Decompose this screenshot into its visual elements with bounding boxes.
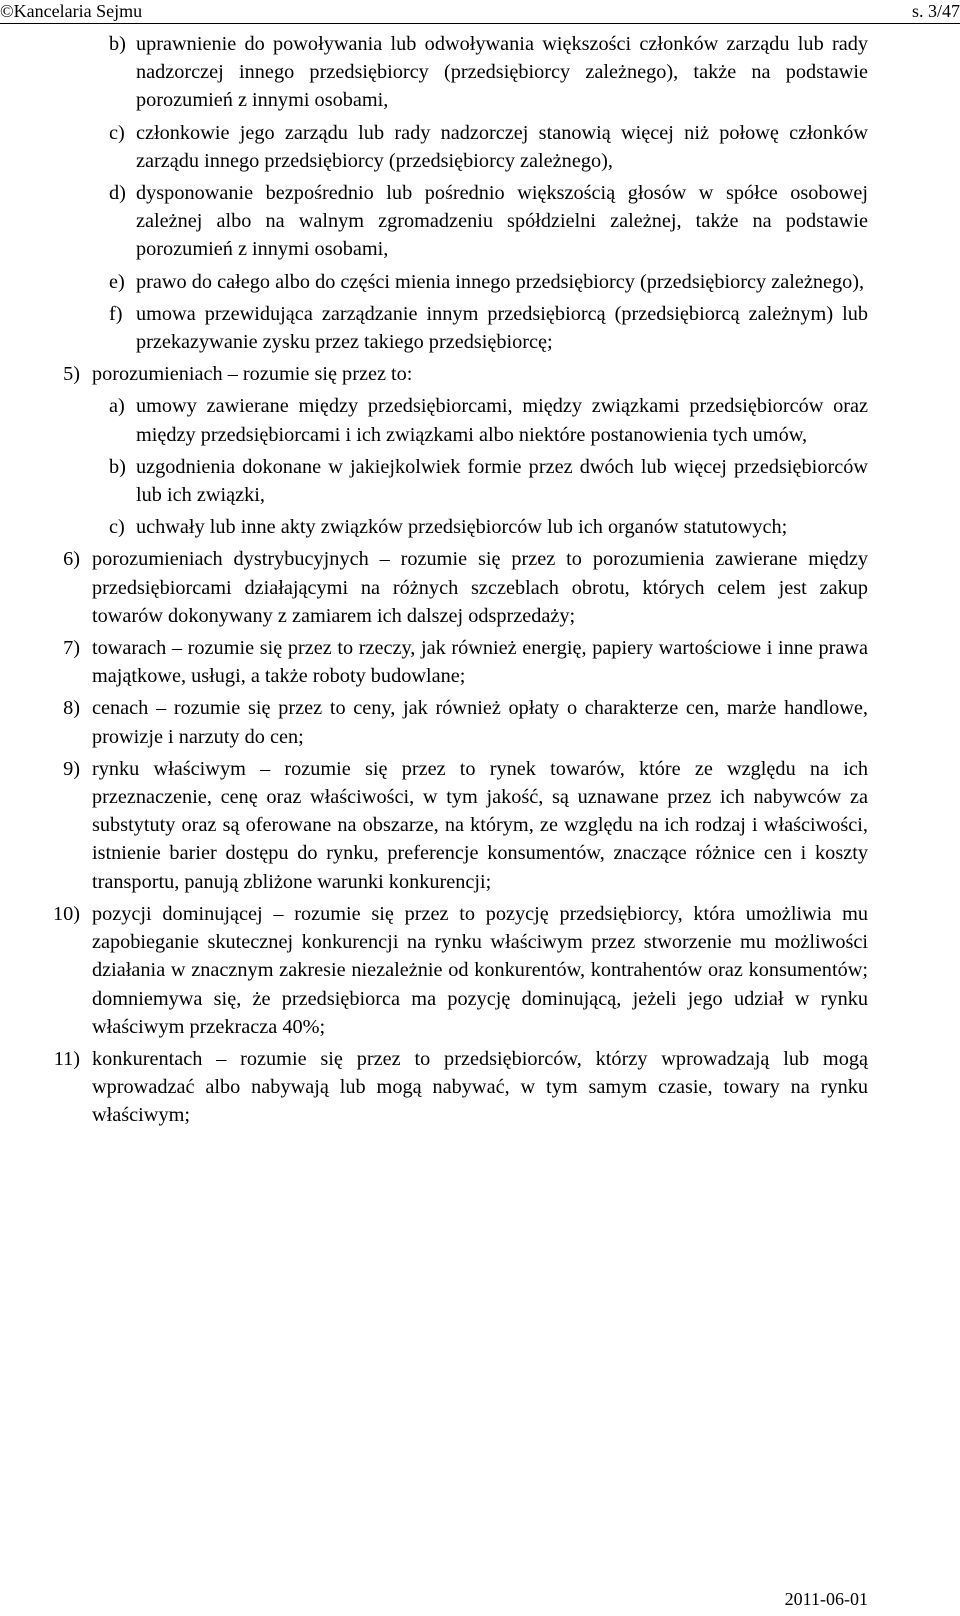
item-label: 11): [53, 1047, 80, 1070]
list-item-6: [0, 545, 960, 630]
list-item-9: [0, 755, 960, 896]
list-item-d: [0, 179, 960, 264]
list-item-f: [0, 300, 960, 356]
document-body: [0, 30, 960, 1130]
item-label: c): [109, 516, 125, 539]
list-item-8: [0, 694, 960, 750]
list-item-e: [0, 268, 960, 296]
header-divider: [0, 23, 960, 24]
header-page-number: s. 3/47: [911, 1, 960, 21]
item-text: uprawnienie do powoływania lub odwoływania większości członków zarządu lub rady nadzorczej innego przedsiębiorcy (przedsiębiorcy zależnego), także na podstawie porozumień z innymi osobami,: [136, 33, 868, 112]
list-item-5: [0, 360, 960, 388]
item-label: c): [109, 121, 125, 144]
item-text: towarach – rozumie się przez to rzeczy, jak również energię, papiery wartościowe i inne prawa majątkowe, usługi, a także roboty budowlane;: [92, 637, 868, 688]
list-item-c: [0, 513, 960, 541]
footer-date: 2011-06-01: [784, 1589, 868, 1609]
item-text: dysponowanie bezpośrednio lub pośrednio większością głosów w spółce osobowej zależnej albo na walnym zgromadzeniu spółdzielni zależnej, także na podstawie porozumień z innymi osobami,: [136, 182, 868, 261]
item-text: porozumieniach – rozumie się przez to:: [92, 363, 413, 386]
item-text: cenach – rozumie się przez to ceny, jak również opłaty o charakterze cen, marże handlowe, prowizje i narzuty do cen;: [92, 697, 868, 748]
item-label: 9): [63, 757, 80, 780]
list-item-11: [0, 1045, 960, 1130]
list-item-b: [0, 30, 960, 115]
list-item-10: [0, 900, 960, 1041]
item-label: a): [109, 395, 125, 418]
item-label: b): [109, 455, 126, 478]
list-item-7: [0, 634, 960, 690]
header-source: ©Kancelaria Sejmu: [0, 1, 143, 21]
item-label: f): [109, 302, 123, 325]
item-label: e): [109, 270, 125, 293]
item-text: pozycji dominującej – rozumie się przez to pozycję przedsiębiorcy, która umożliwia mu zapobieganie skutecznej konkurencji na rynku właściwym przez stworzenie mu możliwości działania w znacznym zakresie niezależnie od konkurentów, kontrahentów oraz konsumentów; domniemywa się, że przedsiębiorca ma pozycję dominującą, jeżeli jego udział w rynku właściwym przekracza 40%;: [92, 902, 868, 1038]
item-label: d): [109, 182, 126, 205]
list-item-a: [0, 392, 960, 448]
item-text: rynku właściwym – rozumie się przez to rynek towarów, które ze względu na ich przeznaczenie, cenę oraz właściwości, w tym jakość, są uznawane przez ich nabywców za substytuty oraz są oferowane na obszarze, na którym, ze względu na ich rodzaj i właściwości, istnienie barier dostępu do rynku, preferencje konsumentów, znaczące różnice cen i koszty transportu, panują zbliżone warunki konkurencji;: [92, 757, 868, 893]
item-text: konkurentach – rozumie się przez to przedsiębiorców, którzy wprowadzają lub mogą wprowadzać albo nabywają lub mogą nabywać, w tym samym czasie, towary na rynku właściwym;: [92, 1047, 868, 1127]
item-label: 5): [63, 363, 80, 386]
item-label: 10): [52, 902, 80, 925]
item-text: porozumieniach dystrybucyjnych – rozumie się przez to porozumienia zawierane między przedsiębiorcami działającymi na różnych szczeblach obrotu, których celem jest zakup towarów dokonywany z zamiarem ich dalszej odsprzedaży;: [92, 548, 868, 627]
item-text: członkowie jego zarządu lub rady nadzorczej stanowią więcej niż połowę członków zarządu innego przedsiębiorcy (przedsiębiorcy zależnego),: [136, 121, 868, 172]
item-label: 8): [63, 697, 80, 720]
item-text: umowa przewidująca zarządzanie innym przedsiębiorcą (przedsiębiorcą zależnym) lub przekazywanie zysku przez takiego przedsiębiorcę;: [136, 302, 868, 354]
item-text: umowy zawierane między przedsiębiorcami, między związkami przedsiębiorców oraz między przedsiębiorcami i ich związkami albo niektóre postanowienia tych umów,: [136, 395, 868, 446]
item-text: uchwały lub inne akty związków przedsiębiorców lub ich organów statutowych;: [136, 516, 788, 539]
list-item-c: [0, 119, 960, 175]
item-label: 7): [63, 637, 80, 660]
item-text: uzgodnienia dokonane w jakiejkolwiek formie przez dwóch lub więcej przedsiębiorców lub ich związki,: [136, 455, 868, 507]
list-item-b: [0, 453, 960, 509]
item-label: 6): [63, 548, 80, 571]
item-text: prawo do całego albo do części mienia innego przedsiębiorcy (przedsiębiorcy zależnego),: [136, 270, 865, 293]
item-label: b): [109, 33, 126, 55]
